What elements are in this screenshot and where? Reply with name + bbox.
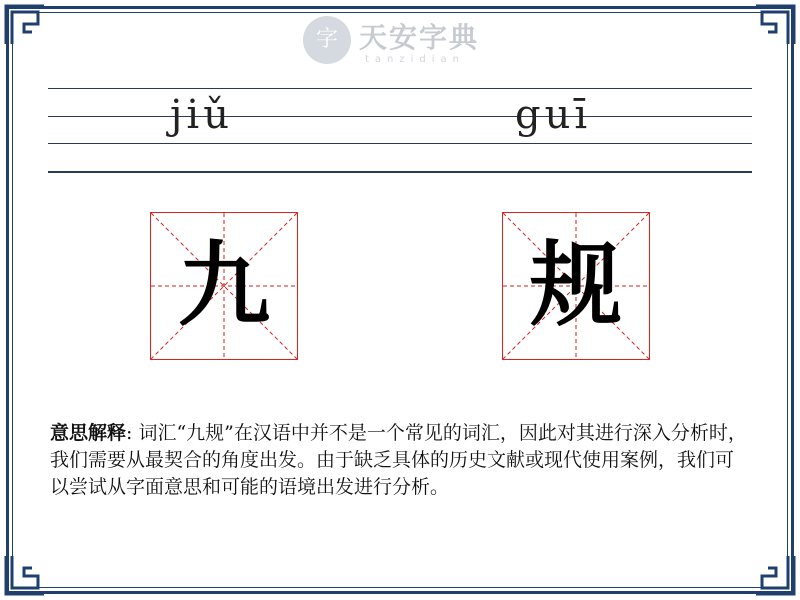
logo-seal-icon: 字 xyxy=(303,16,351,64)
pinyin-1: jiǔ xyxy=(170,92,233,138)
logo-subtitle: tanzidian xyxy=(365,54,466,65)
corner-ornament-bottom-right xyxy=(754,554,796,596)
corner-ornament-bottom-left xyxy=(4,554,46,596)
pinyin-2: guī xyxy=(515,92,592,138)
site-logo-watermark xyxy=(303,14,503,70)
explanation-paragraph xyxy=(50,420,750,501)
pinyin-staff xyxy=(48,88,752,174)
logo-title: 天安字典 xyxy=(359,21,480,54)
hanzi-1: 九 xyxy=(177,232,270,339)
corner-ornament-top-left xyxy=(4,4,46,46)
character-box-1 xyxy=(150,212,298,360)
explanation-text: : 词汇“九规”在汉语中并不是一个常见的词汇，因此对其进行深入分析时，我们需要从最契合的角度出发。由于缺乏具体的历史文献或现代使用案例，我们可以尝试从字面意思和可能的语境出发进行分析。 xyxy=(50,422,747,498)
explanation-lead: 意思解释 xyxy=(50,422,127,444)
hanzi-2: 规 xyxy=(529,232,622,339)
character-box-2 xyxy=(502,212,650,360)
corner-ornament-top-right xyxy=(754,4,796,46)
